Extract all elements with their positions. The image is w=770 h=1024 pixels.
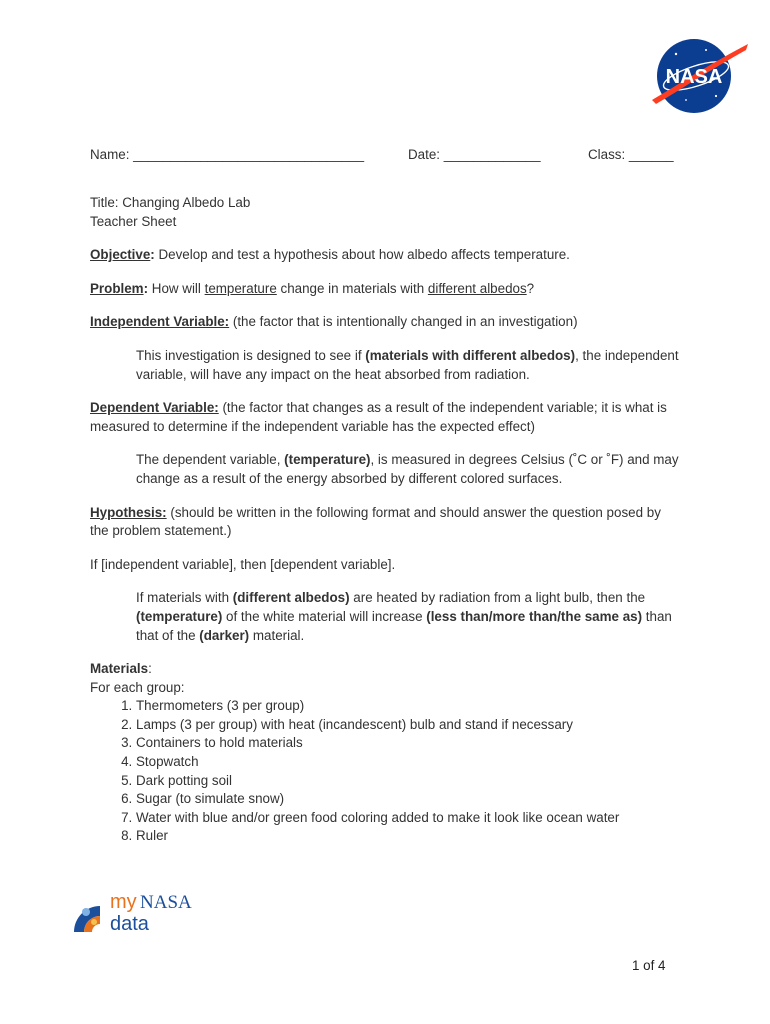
- class-field: Class: ______: [588, 147, 674, 162]
- dependent-variable-text: (the factor that changes as a result of the independent variable; it is what is measured to determine if the independent variable has the expected effect): [90, 400, 667, 434]
- hypothesis-example-bold-2: (temperature): [136, 608, 223, 624]
- my-nasa-data-logo: [72, 886, 202, 934]
- date-field: Date: _____________: [408, 147, 541, 162]
- independent-variable-text: (the factor that is intentionally changed in an investigation): [229, 314, 578, 330]
- dependent-variable-label: Dependent Variable:: [90, 400, 219, 416]
- objective-label: Objective: [90, 247, 151, 263]
- nasa-logo-text: NASA: [665, 66, 723, 88]
- independent-detail-bold: (materials with different albedos): [365, 347, 576, 363]
- list-item: 8. Ruler: [136, 827, 682, 846]
- hypothesis-example-text-1: If materials with: [136, 590, 233, 606]
- list-item: 6. Sugar (to simulate snow): [136, 790, 682, 809]
- problem-different-albedos: different albedos: [427, 280, 527, 296]
- materials-intro: For each group:: [90, 679, 185, 695]
- problem-text-3: ?: [526, 280, 535, 296]
- materials-colon: :: [148, 661, 152, 677]
- hypothesis-example-text-4: than that of the: [136, 608, 672, 643]
- independent-variable-label: Independent Variable:: [90, 314, 230, 330]
- sheet-subtitle: Teacher Sheet: [90, 213, 177, 229]
- list-item: 3. Containers to hold materials: [136, 734, 682, 753]
- materials-heading: [90, 660, 682, 679]
- independent-detail-text-1: This investigation is designed to see if: [136, 347, 366, 363]
- hypothesis-format: If [independent variable], then [dependent variable].: [90, 556, 396, 572]
- problem-label: Problem: [90, 280, 144, 296]
- document-body: [90, 146, 682, 846]
- list-item: 1. Thermometers (3 per group): [136, 697, 682, 716]
- independent-variable-section: [90, 313, 682, 332]
- list-item: 7. Water with blue and/or green food coloring added to make it look like ocean water: [136, 809, 682, 828]
- list-item: 5. Dark potting soil: [136, 772, 682, 791]
- objective-colon: :: [150, 247, 155, 263]
- nasa-logo: [646, 36, 750, 116]
- list-item: 4. Stopwatch: [136, 753, 682, 772]
- name-field: Name: _______________________________: [90, 147, 365, 162]
- dependent-detail-text-2: , is measured in degrees Celsius (˚C or ˚F) and may change as a result of the energy absorbed by different colored surfaces.: [136, 452, 679, 486]
- problem-temperature: temperature: [204, 280, 277, 296]
- dependent-detail-text-1: The dependent variable,: [136, 452, 285, 468]
- hypothesis-label: Hypothesis:: [90, 504, 167, 520]
- hypothesis-example-text-2: are heated by radiation from a light bulb, then the: [349, 590, 646, 606]
- dependent-detail-bold: (temperature): [284, 452, 371, 468]
- logo-nasa-text: NASA: [140, 892, 192, 913]
- hypothesis-example-bold-1: (different albedos): [232, 590, 350, 606]
- problem-section: [90, 280, 682, 299]
- independent-variable-detail: [136, 347, 682, 384]
- materials-label: Materials: [90, 661, 149, 677]
- hypothesis-example: [136, 589, 682, 645]
- hypothesis-section: [90, 504, 682, 541]
- objective-section: [90, 246, 682, 265]
- hypothesis-example-text-3: of the white material will increase: [222, 608, 427, 624]
- independent-detail-text-2: , the independent variable, will have any impact on the heat absorbed from radiation.: [136, 347, 679, 382]
- list-item: 2. Lamps (3 per group) with heat (incandescent) bulb and stand if necessary: [136, 716, 682, 735]
- hypothesis-text: (should be written in the following format and should answer the question posed by the problem statement.): [90, 504, 661, 539]
- hypothesis-example-bold-4: (darker): [199, 627, 250, 643]
- materials-list: [90, 697, 682, 846]
- logo-data-text: data: [110, 913, 149, 934]
- objective-text: Develop and test a hypothesis about how albedo affects temperature.: [154, 247, 570, 263]
- materials-section: [90, 660, 682, 846]
- student-info-row: [90, 146, 682, 164]
- problem-text-1: How will: [148, 280, 205, 296]
- problem-colon: :: [143, 280, 149, 296]
- dependent-variable-section: [90, 399, 682, 436]
- dependent-variable-detail: [136, 451, 682, 488]
- logo-my-text: my: [110, 891, 137, 913]
- lab-title: Title: Changing Albedo Lab: [90, 195, 251, 210]
- hypothesis-example-bold-3: (less than/more than/the same as): [426, 608, 643, 624]
- problem-text-2: change in materials with: [276, 280, 428, 296]
- page-number: 1 of 4: [632, 958, 666, 973]
- title-block: [90, 194, 682, 231]
- hypothesis-example-text-5: material.: [249, 627, 305, 643]
